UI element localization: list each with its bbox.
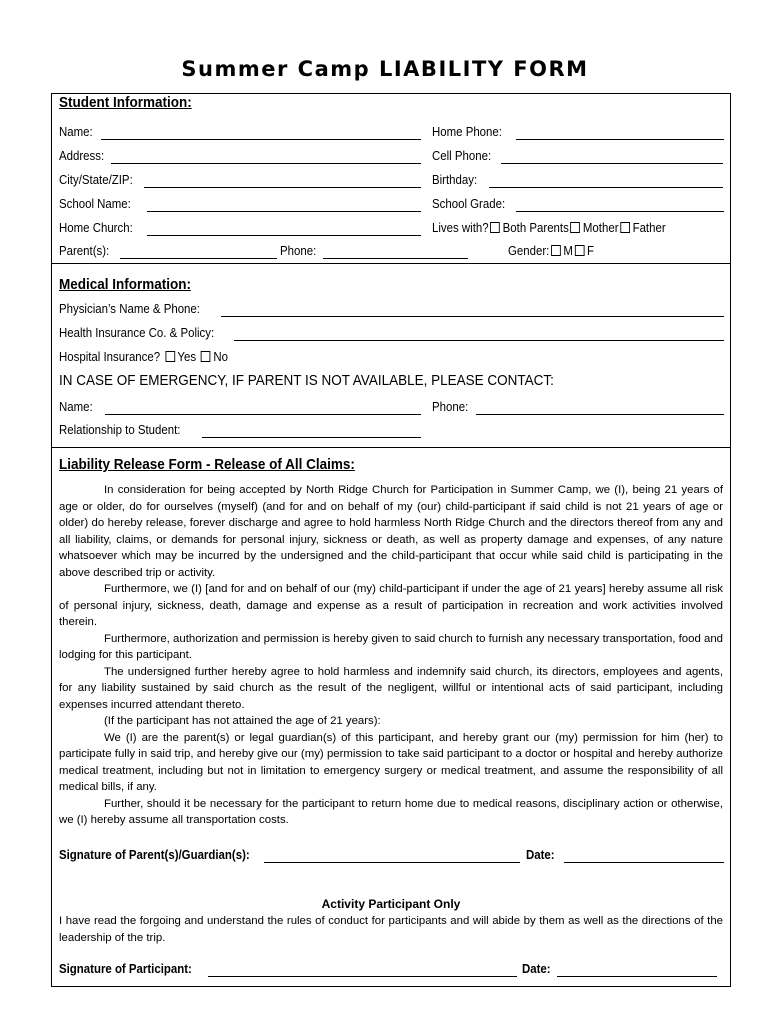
city-state-zip-label: City/State/ZIP:: [59, 172, 133, 187]
name-label: Name:: [59, 124, 93, 139]
participant-date-field[interactable]: [557, 976, 717, 977]
school-grade-field[interactable]: [516, 211, 724, 212]
release-paragraph: In consideration for being accepted by North Ridge Church for Participation in Summer Camp, we (I), being 21 years of age or older, do for ourselves (myself) (and for and on behalf of my (our) child-participant if said child is not 21 years of age or older) do hereby release, forever discharge and agree to hold harmless North Ridge Church and the directors thereof from any and all liability, claims, or demands for personal injury, sickness or death, as well as property damage and expenses, of any nature whatsoever which may be incurred by the undersigned and the child-participant that occur while said child is participating in the above described trip or activity.: [59, 484, 723, 579]
hospital-insurance-label: Hospital Insurance?: [59, 349, 161, 364]
medical-information-section: [51, 264, 731, 448]
form-title: [0, 57, 770, 81]
age-condition-paragraph: (If the participant has not attained the age of 21 years):: [104, 715, 381, 727]
hospital-insurance-group: [59, 349, 228, 364]
birthday-label: Birthday:: [432, 172, 478, 187]
home-church-field[interactable]: [147, 235, 421, 236]
hospital-no-checkbox[interactable]: [201, 351, 211, 362]
address-field[interactable]: [111, 163, 421, 164]
title-part1: Summer Camp: [181, 57, 371, 81]
lives-with-group: [432, 220, 666, 235]
home-church-label: Home Church:: [59, 220, 133, 235]
parent-date-label: Date:: [526, 847, 555, 862]
emergency-phone-label: Phone:: [432, 399, 469, 414]
name-field[interactable]: [101, 139, 421, 140]
parent-phone-field[interactable]: [323, 258, 468, 259]
parents-field[interactable]: [120, 258, 277, 259]
parent-signature-label: Signature of Parent(s)/Guardian(s):: [59, 847, 250, 862]
emergency-phone-field[interactable]: [476, 414, 724, 415]
parent-date-field[interactable]: [564, 862, 724, 863]
participant-heading: Activity Participant Only: [321, 897, 461, 911]
address-label: Address:: [59, 148, 105, 163]
liability-release-section: [51, 448, 731, 987]
transportation-costs-paragraph: Further, should it be necessary for the participant to return home due to medical reasons, disciplinary action or otherwise, we (I) hereby assume all transportation costs.: [59, 797, 723, 826]
cell-phone-field[interactable]: [501, 163, 723, 164]
health-insurance-label: Health Insurance Co. & Policy:: [59, 325, 215, 340]
father-checkbox[interactable]: [620, 222, 630, 233]
title-part2: LIABILITY FORM: [378, 57, 589, 81]
parents-label: Parent(s):: [59, 243, 110, 258]
relationship-label: Relationship to Student:: [59, 422, 181, 437]
both-parents-label: Both Parents: [502, 220, 569, 235]
medical-information-heading: Medical Information:: [59, 276, 192, 293]
gender-m-label: M: [563, 243, 573, 258]
school-name-label: School Name:: [59, 196, 131, 211]
gender-m-checkbox[interactable]: [551, 245, 561, 256]
both-parents-checkbox[interactable]: [490, 222, 500, 233]
parent-signature-field[interactable]: [264, 862, 520, 863]
gender-label: Gender:: [508, 243, 550, 258]
hospital-no-label: No: [213, 349, 228, 364]
mother-label: Mother: [582, 220, 619, 235]
assume-risk-paragraph: Furthermore, we (I) [and for and on behalf of our (my) child-participant if under the age of 21 years] hereby assume all risk of personal injury, sickness, death, damage and expense as a result of participation in recreation and work activities involved therein.: [59, 583, 723, 628]
school-grade-label: School Grade:: [432, 196, 506, 211]
emergency-contact-heading: IN CASE OF EMERGENCY, IF PARENT IS NOT AVAILABLE, PLEASE CONTACT:: [59, 372, 554, 389]
participant-signature-field[interactable]: [208, 976, 517, 977]
parent-phone-label: Phone:: [280, 243, 317, 258]
gender-group: [508, 243, 594, 258]
cell-phone-label: Cell Phone:: [432, 148, 492, 163]
indemnify-paragraph: The undersigned further hereby agree to hold harmless and indemnify said church, its directors, employees and agents, for any liability sustained by said church as the result of the negligent, willful or intentional acts of said participant, including expenses incurred attendant thereto.: [59, 665, 723, 711]
hospital-yes-label: Yes: [177, 349, 197, 364]
participant-statement: I have read the forgoing and understand the rules of conduct for participants and will abide by them as well as the directions of the leadership of the trip.: [59, 915, 723, 944]
city-state-zip-field[interactable]: [144, 187, 421, 188]
gender-f-label: F: [587, 243, 595, 258]
lives-with-label: Lives with?: [432, 220, 489, 235]
liability-heading: Liability Release Form - Release of All Claims:: [59, 456, 355, 473]
home-phone-field[interactable]: [516, 139, 724, 140]
birthday-field[interactable]: [489, 187, 723, 188]
participant-signature-label: Signature of Participant:: [59, 961, 192, 976]
physician-field[interactable]: [221, 316, 724, 317]
emergency-name-label: Name:: [59, 399, 93, 414]
mother-checkbox[interactable]: [571, 222, 581, 233]
school-name-field[interactable]: [147, 211, 421, 212]
health-insurance-field[interactable]: [234, 340, 724, 341]
physician-label: Physician’s Name & Phone:: [59, 301, 200, 316]
relationship-field[interactable]: [202, 437, 421, 438]
emergency-name-field[interactable]: [105, 414, 421, 415]
hospital-yes-checkbox[interactable]: [165, 351, 175, 362]
authorization-paragraph: Furthermore, authorization and permission is hereby given to said church to furnish any necessary transportation, food and lodging for this participant.: [59, 632, 723, 661]
father-label: Father: [632, 220, 666, 235]
liability-text: [59, 482, 723, 829]
participant-date-label: Date:: [522, 961, 551, 976]
guardian-permission-paragraph: We (I) are the parent(s) or legal guardian(s) of this participant, and hereby grant our (my) permission for him (her) to participate fully in said trip, and hereby give our (my) permission to take said participant to a doctor or hospital and hereby authorize medical treatment, including but not in limitation to emergency surgery or medical treatment, and assume the responsibility of all medical bills, if any.: [59, 731, 723, 793]
gender-f-checkbox[interactable]: [575, 245, 585, 256]
student-information-heading: Student Information:: [59, 94, 192, 111]
student-information-section: [51, 93, 731, 264]
home-phone-label: Home Phone:: [432, 124, 502, 139]
